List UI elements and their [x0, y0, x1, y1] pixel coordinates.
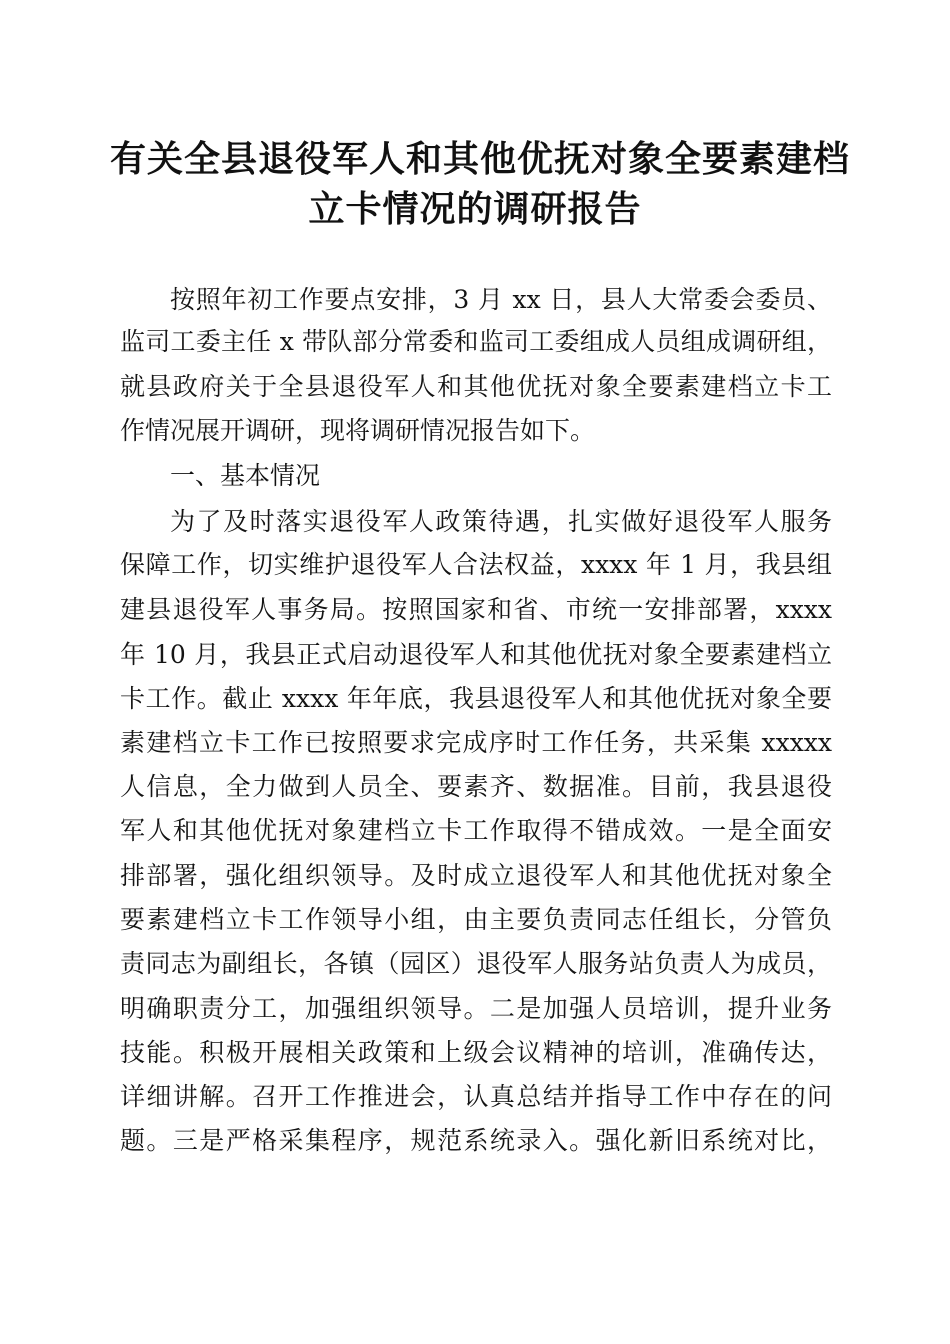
paragraph-2-line-10: 要素建档立卡工作领导小组，由主要负责同志任组长，分管负: [120, 905, 832, 934]
paragraph-2-line-5: 卡工作。截止 xxxx 年年底，我县退役军人和其他优抚对象全要: [120, 684, 832, 713]
paragraph-2-line-9: 排部署，强化组织领导。及时成立退役军人和其他优抚对象全: [120, 861, 832, 890]
paragraph-2-line-1: 为了及时落实退役军人政策待遇，扎实做好退役军人服务: [170, 507, 832, 536]
paragraph-2-line-11: 责同志为副组长，各镇（园区）退役军人服务站负责人为成员，: [120, 949, 832, 978]
paragraph-2-line-12: 明确职责分工，加强组织领导。二是加强人员培训，提升业务: [120, 994, 832, 1023]
paragraph-2-line-2: 保障工作，切实维护退役军人合法权益，xxxx 年 1 月，我县组: [120, 550, 832, 579]
paragraph-1-line-2: 监司工委主任 x 带队部分常委和监司工委组成人员组成调研组，: [120, 327, 832, 356]
document-title: [110, 135, 851, 235]
paragraph-2-line-7: 人信息，全力做到人员全、要素齐、数据准。目前，我县退役: [120, 772, 832, 801]
paragraph-2-line-4: 年 10 月，我县正式启动退役军人和其他优抚对象全要素建档立: [120, 640, 832, 669]
paragraph-1-line-4: 作情况展开调研，现将调研情况报告如下。: [120, 416, 596, 445]
title-line-1: 有关全县退役军人和其他优抚对象全要素建档: [110, 139, 851, 180]
section-heading-basic: 一、基本情况: [170, 461, 321, 490]
title-line-2: 立卡情况的调研报告: [308, 189, 642, 230]
paragraph-1-line-1: 按照年初工作要点安排，3 月 xx 日，县人大常委会委员、: [170, 285, 832, 314]
paragraph-2-line-15: 题。三是严格采集程序，规范系统录入。强化新旧系统对比，: [120, 1126, 832, 1155]
paragraph-2-line-14: 详细讲解。召开工作推进会，认真总结并指导工作中存在的问: [120, 1082, 832, 1111]
paragraph-2-line-6: 素建档立卡工作已按照要求完成序时工作任务，共采集 xxxxx: [120, 728, 832, 757]
paragraph-2-line-3: 建县退役军人事务局。按照国家和省、市统一安排部署，xxxx: [120, 595, 832, 624]
paragraph-1-line-3: 就县政府关于全县退役军人和其他优抚对象全要素建档立卡工: [120, 372, 832, 401]
paragraph-2-line-13: 技能。积极开展相关政策和上级会议精神的培训，准确传达，: [120, 1038, 832, 1067]
paragraph-2-line-8: 军人和其他优抚对象建档立卡工作取得不错成效。一是全面安: [120, 816, 832, 845]
